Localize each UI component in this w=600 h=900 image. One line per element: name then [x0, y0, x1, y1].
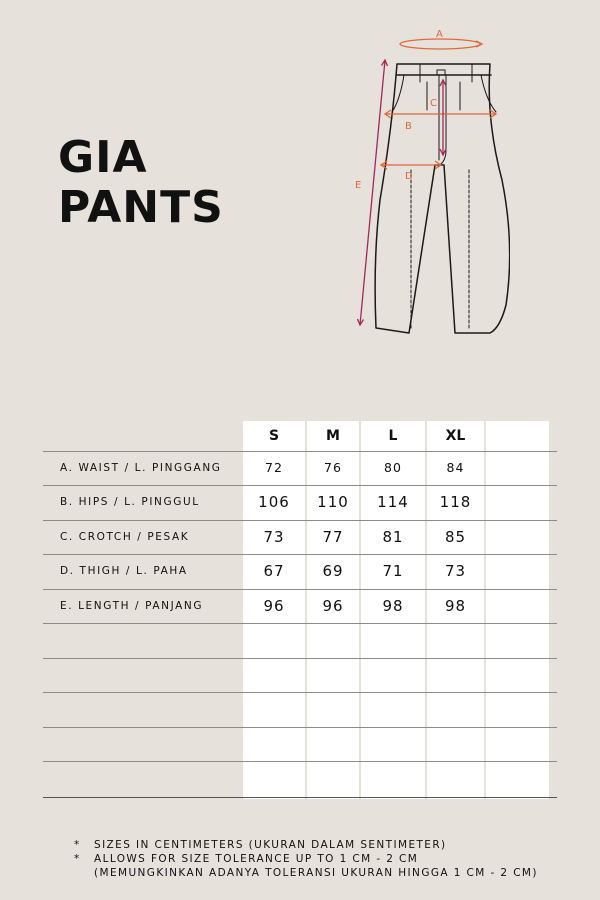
- measure-c-crotch: [430, 80, 446, 155]
- cell-hips-m: 110: [317, 493, 349, 511]
- note-tolerance-translation: (MEMUNGKINKAN ADANYA TOLERANSI UKURAN HINGGA 1 CM - 2 CM): [94, 867, 538, 879]
- measure-a-waist: [400, 29, 482, 49]
- cell-waist-s: 72: [265, 460, 283, 475]
- note-tolerance-text: ALLOWS FOR SIZE TOLERANCE UP TO 1 CM - 2 CM: [94, 853, 419, 865]
- cell-hips-xl: 118: [439, 493, 472, 511]
- cell-thigh-m: 69: [322, 562, 344, 580]
- table-rule: [43, 658, 557, 659]
- label-a: A: [436, 29, 443, 40]
- cell-waist-m: 76: [324, 460, 342, 475]
- label-b: B: [405, 121, 412, 132]
- waist-arrowhead: [476, 41, 482, 47]
- note-bullet: *: [74, 839, 81, 851]
- row-label-length: E. LENGTH / PANJANG: [60, 600, 204, 612]
- table-rule-bottom: [43, 797, 557, 798]
- size-notes: [74, 838, 538, 880]
- cell-crotch-s: 73: [263, 528, 285, 546]
- cell-waist-xl: 84: [446, 460, 465, 475]
- column-blank: [486, 421, 549, 799]
- row-label-crotch: C. CROTCH / PESAK: [60, 531, 190, 543]
- table-rule: [43, 623, 557, 624]
- row-label-thigh: D. THIGH / L. PAHA: [60, 565, 188, 577]
- row-label-waist: A. WAIST / L. PINGGANG: [60, 462, 222, 474]
- pants-measurement-diagram: [350, 22, 510, 342]
- cell-hips-l: 114: [377, 493, 409, 511]
- waist-ellipse: [400, 39, 480, 49]
- cell-length-xl: 98: [444, 597, 467, 615]
- label-d: D: [405, 171, 413, 182]
- label-e: E: [355, 180, 362, 191]
- title-line-2: PANTS: [58, 182, 224, 233]
- table-rule: [43, 692, 557, 693]
- cell-length-l: 98: [382, 597, 404, 615]
- size-header-s: S: [268, 428, 280, 444]
- cell-waist-l: 80: [384, 460, 402, 475]
- cell-crotch-l: 81: [382, 528, 404, 546]
- cell-length-s: 96: [263, 597, 285, 615]
- table-rule: [43, 727, 557, 728]
- note-units: [74, 838, 538, 852]
- size-header-blank: [486, 421, 549, 452]
- product-title: [58, 133, 224, 233]
- note-units-text: SIZES IN CENTIMETERS (UKURAN DALAM SENTIMETER): [94, 839, 447, 851]
- cell-length-m: 96: [322, 597, 344, 615]
- size-header-l: L: [388, 428, 398, 444]
- size-chart-table: [43, 421, 557, 799]
- measure-b-hips: [385, 110, 496, 132]
- cell-thigh-xl: 73: [444, 562, 467, 580]
- pocket-right: [481, 75, 496, 112]
- measure-e-length: [355, 60, 388, 325]
- note-tolerance: [74, 852, 538, 866]
- cell-hips-s: 106: [258, 493, 290, 511]
- size-header-m: M: [326, 428, 340, 444]
- note-bullet: *: [74, 853, 81, 865]
- label-c: C: [430, 98, 437, 109]
- measure-d-thigh: [381, 161, 441, 182]
- cell-thigh-s: 67: [263, 562, 285, 580]
- size-header-xl: XL: [445, 428, 466, 444]
- cell-crotch-m: 77: [322, 528, 344, 546]
- title-line-1: GIA: [58, 132, 148, 183]
- cell-thigh-l: 71: [382, 562, 404, 580]
- cell-crotch-xl: 85: [444, 528, 467, 546]
- row-label-hips: B. HIPS / L. PINGGUL: [60, 496, 200, 508]
- table-rule: [43, 761, 557, 762]
